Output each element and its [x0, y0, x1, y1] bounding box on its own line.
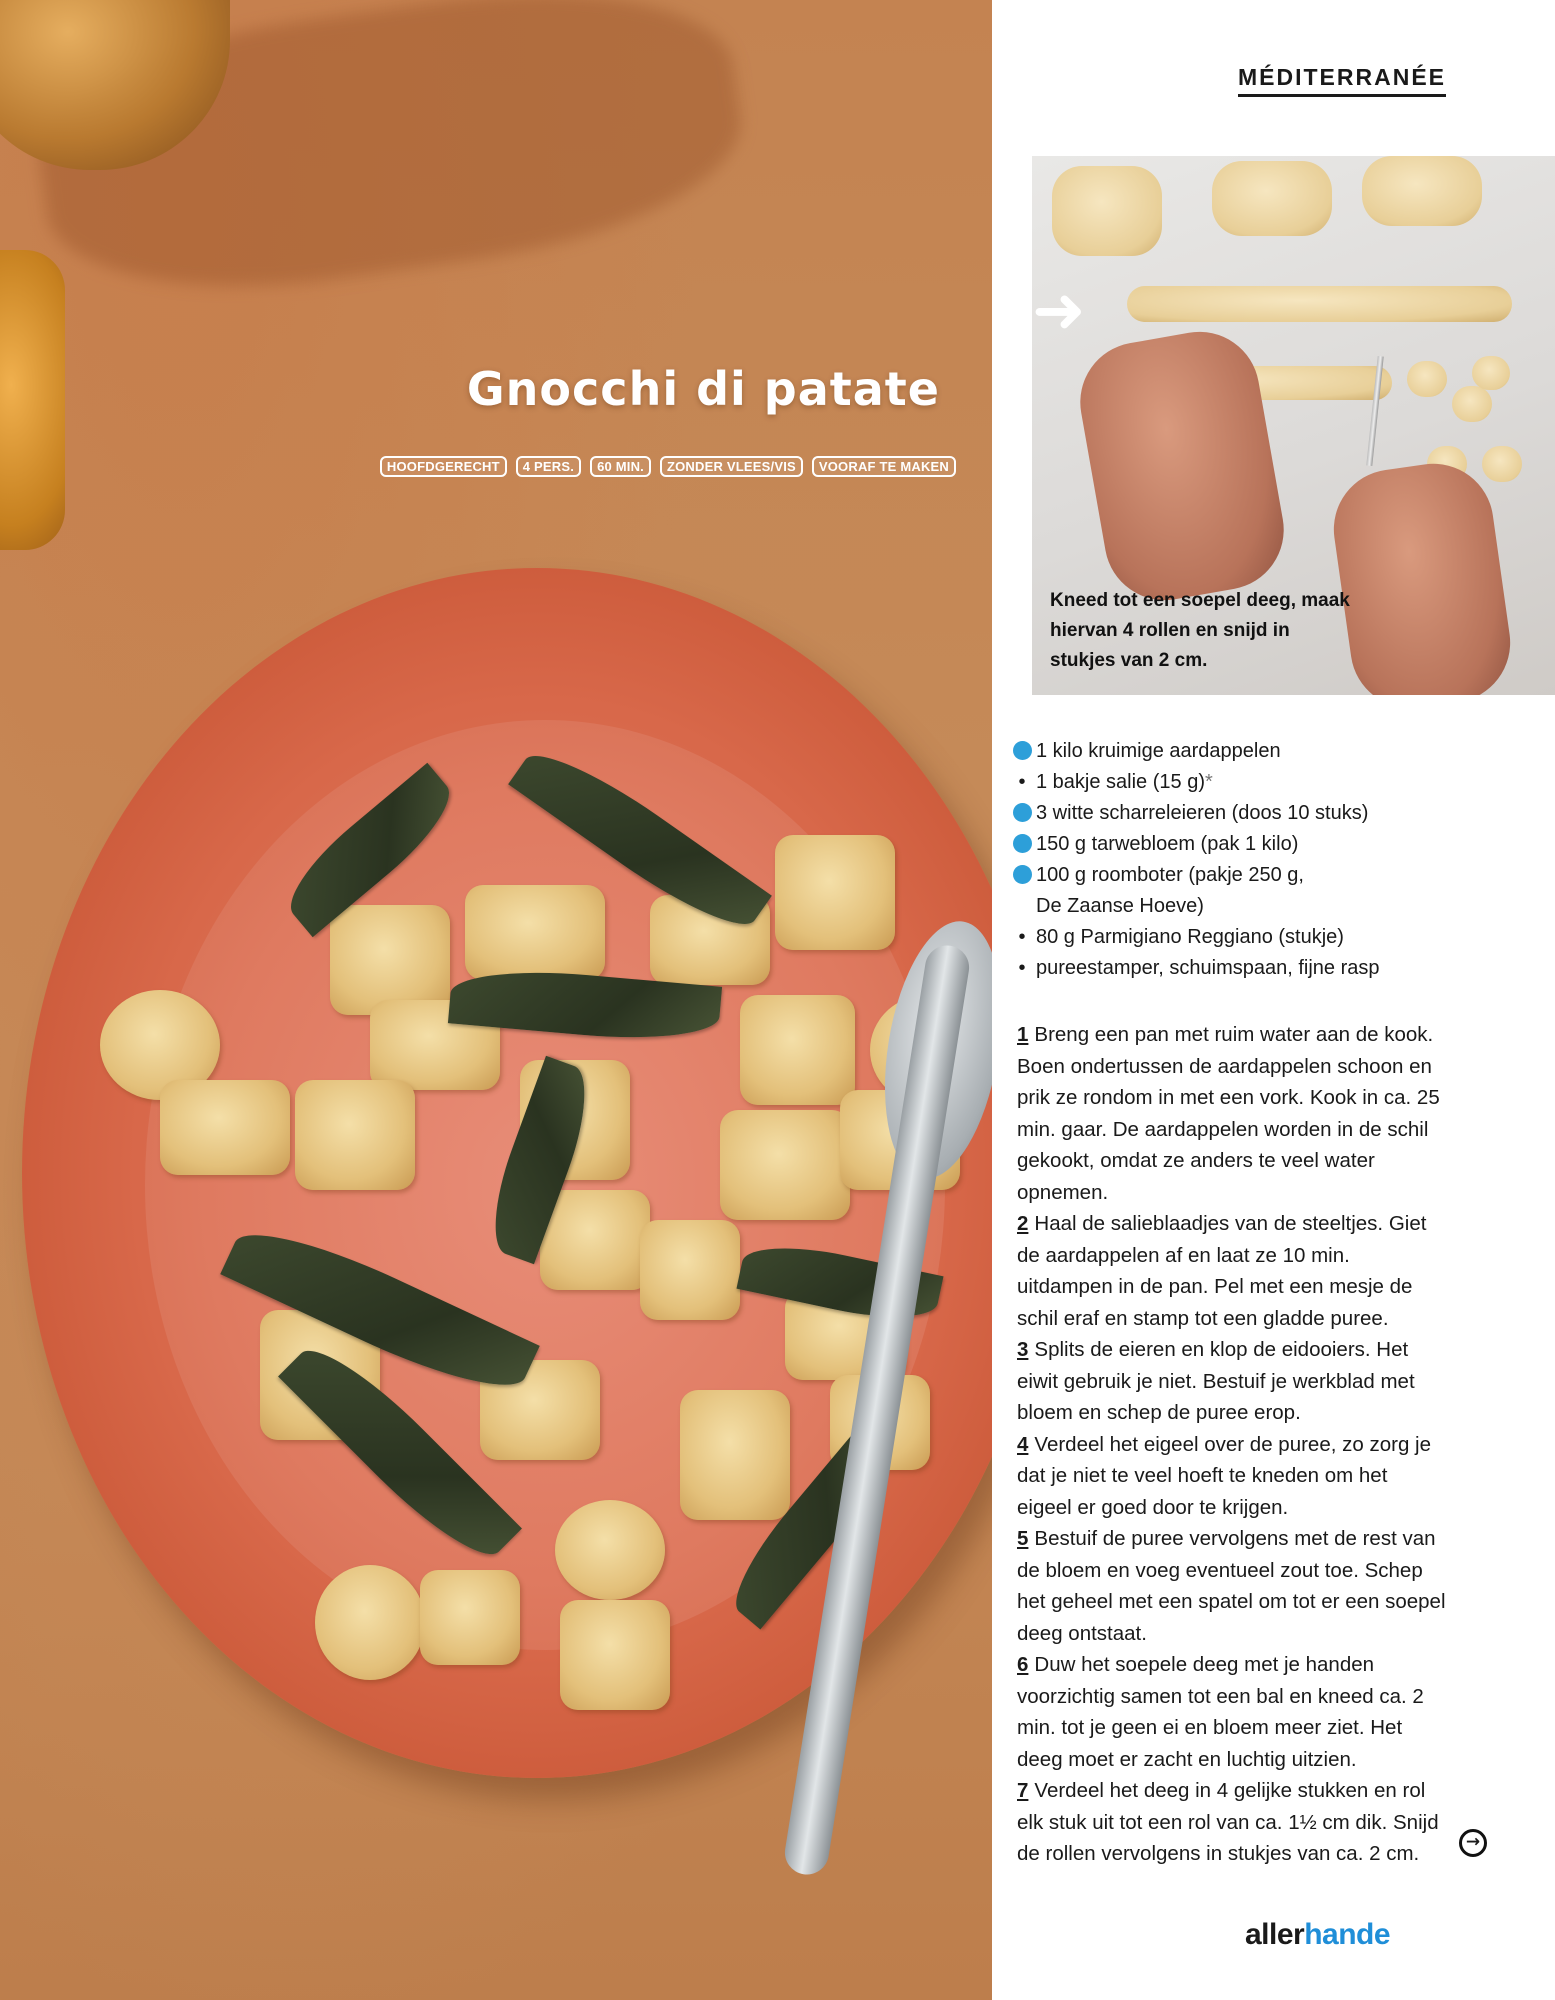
gnocchi	[330, 905, 450, 1015]
hand-right	[1326, 456, 1518, 695]
step-text: Breng een pan met ruim water aan de kook. Boen ondertussen de aardappelen schoon en prik ze rondom in met een vork. Kook in ca. 25 min. gaar. De aardappelen worden in de schil gekookt, omdat ze anders te veel water opnemen.	[1017, 1023, 1440, 1204]
gnocchi	[160, 1080, 290, 1175]
step-photo-caption: Kneed tot een soepel deeg, maak hiervan 4 rollen en snijd in stukjes van 2 cm.	[1050, 590, 1350, 671]
ingredient-list	[1008, 736, 1380, 984]
water-drop-icon	[1008, 829, 1036, 853]
recipe-title: Gnocchi di patate	[466, 362, 940, 416]
dough-piece	[1212, 161, 1332, 236]
method-steps	[1017, 1019, 1447, 1870]
ingredient-text: 150 g tarwebloem (pak 1 kilo)	[1036, 833, 1299, 855]
gnocchi	[295, 1080, 415, 1190]
step-photo	[1032, 156, 1555, 695]
dough-piece	[1052, 166, 1162, 256]
arrow-right-circle-icon[interactable]: →	[1459, 1829, 1487, 1857]
gnocchi	[560, 1600, 670, 1710]
arrow-right-icon: ➜	[1032, 274, 1086, 348]
bullet-icon	[1008, 953, 1036, 984]
dough-chunk	[1482, 446, 1522, 482]
step-text: Haal de salieblaadjes van de steeltjes. Giet de aardappelen af en laat ze 10 min. uitdampen in de pan. Pel met een mesje de schil eraf en stamp tot een gladde puree.	[1017, 1212, 1427, 1330]
method-step	[1017, 1775, 1447, 1870]
ingredient-text: 1 kilo kruimige aardappelen	[1036, 740, 1281, 762]
water-drop-icon	[1008, 736, 1036, 760]
gnocchi	[315, 1565, 425, 1680]
bullet-dot: •	[1018, 771, 1026, 793]
gnocchi	[420, 1570, 520, 1665]
gnocchi	[540, 1190, 650, 1290]
gnocchi	[555, 1500, 665, 1600]
dough-chunk	[1452, 386, 1492, 422]
step-number: 3	[1017, 1338, 1029, 1361]
footnote-asterisk: *	[1204, 771, 1213, 793]
ingredient-item	[1008, 922, 1380, 953]
logo-part-1: aller	[1245, 1918, 1305, 1951]
step-number: 7	[1017, 1779, 1029, 1802]
step-number: 5	[1017, 1527, 1029, 1550]
ingredient-item	[1008, 736, 1380, 767]
dough-rope	[1127, 286, 1512, 322]
ingredient-text: 100 g roomboter (pakje 250 g, De Zaanse Hoeve)	[1036, 864, 1304, 917]
method-step	[1017, 1649, 1447, 1775]
drop-badge	[1013, 741, 1032, 760]
bullet-dot: •	[1018, 957, 1026, 979]
logo-part-2: hande	[1304, 1918, 1391, 1951]
ingredient-item	[1008, 829, 1380, 860]
drinking-glass-2	[0, 250, 65, 550]
step-number: 4	[1017, 1432, 1029, 1456]
tag-time: 60 MIN.	[590, 456, 651, 477]
ingredient-item	[1008, 798, 1380, 829]
step-number: 6	[1017, 1653, 1029, 1676]
gnocchi	[720, 1110, 850, 1220]
step-text: Verdeel het eigeel over de puree, zo zorg je dat je niet te veel hoeft te kneden om het eigeel er goed door te krijgen.	[1017, 1432, 1432, 1519]
tag-servings: 4 PERS.	[516, 456, 581, 477]
tag-course: HOOFDGERECHT	[380, 456, 507, 477]
gnocchi	[640, 1220, 740, 1320]
drop-badge	[1013, 803, 1032, 822]
ingredient-item	[1008, 953, 1380, 984]
method-step	[1017, 1523, 1447, 1649]
gnocchi	[775, 835, 895, 950]
drop-badge	[1013, 865, 1032, 884]
tag-vegetarian: ZONDER VLEES/VIS	[660, 456, 803, 477]
gnocchi	[740, 995, 855, 1105]
dough-piece	[1362, 156, 1482, 226]
allerhande-logo	[1245, 1918, 1390, 1952]
bullet-icon	[1008, 922, 1036, 953]
section-label: MÉDITERRANÉE	[1238, 64, 1446, 97]
step-text: Verdeel het deeg in 4 gelijke stukken en rol elk stuk uit tot een rol van ca. 1½ cm dik. Snijd de rollen vervolgens in stukjes van ca. 2 cm.	[1017, 1779, 1439, 1865]
step-text: Duw het soepele deeg met je handen voorzichtig samen tot een bal en kneed ca. 2 min. tot je geen ei en bloem meer ziet. Het deeg moet er zacht en luchtig uitzien.	[1017, 1653, 1424, 1771]
tag-make-ahead: VOORAF TE MAKEN	[812, 456, 956, 477]
ingredient-text: 3 witte scharreleieren (doos 10 stuks)	[1036, 802, 1369, 824]
ingredient-text: 80 g Parmigiano Reggiano (stukje)	[1036, 926, 1344, 948]
step-number: 2	[1017, 1212, 1029, 1235]
water-drop-icon	[1008, 860, 1036, 884]
method-step	[1017, 1429, 1447, 1524]
step-text: Splits de eieren en klop de eidooiers. Het eiwit gebruik je niet. Bestuif je werkblad met bloem en schep de puree erop.	[1017, 1338, 1415, 1424]
ingredient-item	[1008, 767, 1380, 798]
recipe-tags	[380, 456, 956, 477]
dough-chunk	[1472, 356, 1510, 390]
dough-chunk	[1407, 361, 1447, 397]
ingredient-text: 1 bakje salie (15 g)	[1036, 771, 1205, 793]
bullet-icon	[1008, 767, 1036, 798]
gnocchi	[680, 1390, 790, 1520]
gnocchi	[465, 885, 605, 980]
method-step	[1017, 1019, 1447, 1208]
water-drop-icon	[1008, 798, 1036, 822]
step-text: Bestuif de puree vervolgens met de rest van de bloem en voeg eventueel zout toe. Schep het geheel met een spatel om tot er een soepel deeg ontstaat.	[1017, 1527, 1446, 1645]
ingredient-item	[1008, 860, 1380, 922]
method-step	[1017, 1208, 1447, 1334]
method-step	[1017, 1334, 1447, 1429]
bullet-dot: •	[1018, 926, 1026, 948]
step-number: 1	[1017, 1023, 1029, 1046]
drop-badge	[1013, 834, 1032, 853]
ingredient-text: pureestamper, schuimspaan, fijne rasp	[1036, 957, 1380, 979]
